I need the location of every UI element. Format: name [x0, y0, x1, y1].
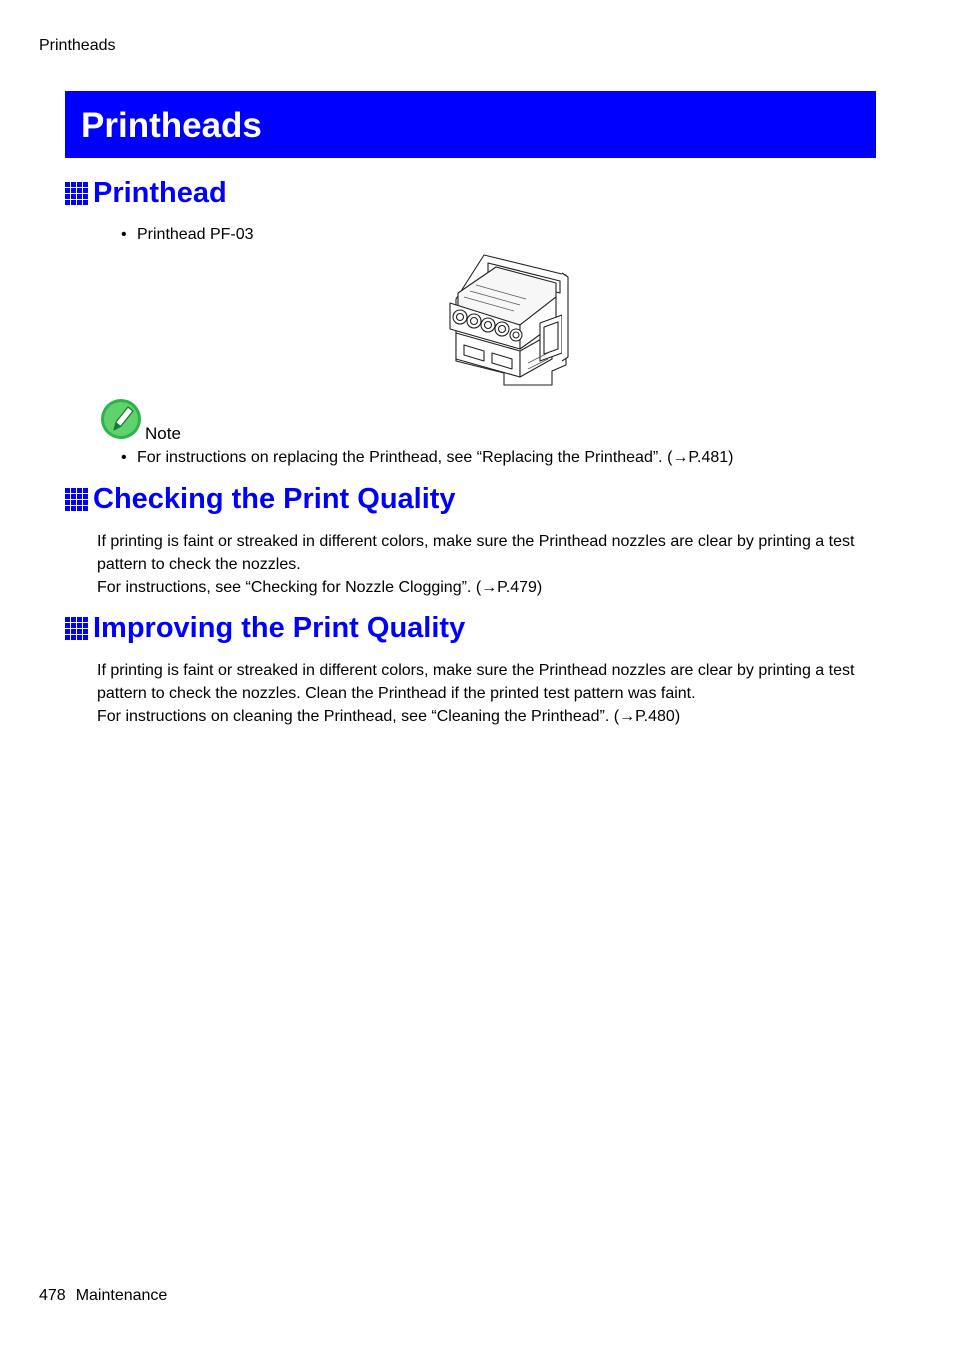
section-title: Checking the Print Quality — [93, 483, 456, 515]
footer-section: Maintenance — [75, 1287, 168, 1304]
paragraph-line: If printing is faint or streaked in different colors, make sure the Printhead nozzles are clear by printing a test — [97, 662, 855, 679]
page-number: 478 — [39, 1287, 66, 1304]
section-heading-checking-print-quality — [65, 483, 456, 516]
bullet-icon: • — [121, 449, 127, 466]
paragraph-line: pattern to check the nozzles. — [97, 556, 301, 573]
note-bullet-item — [121, 449, 733, 467]
section-title: Improving the Print Quality — [93, 612, 466, 644]
section-title: Printhead — [93, 177, 227, 209]
paragraph-line: If printing is faint or streaked in different colors, make sure the Printhead nozzles are clear by printing a test — [97, 533, 855, 550]
running-header: Printheads — [39, 37, 116, 54]
paragraph-line: For instructions on cleaning the Printhead, see “Cleaning the Printhead”. (→P.480) — [97, 708, 681, 725]
chapter-title-bar — [65, 91, 876, 158]
paragraph-improving — [97, 659, 872, 728]
chapter-title: Printheads — [81, 105, 262, 145]
grid-icon — [65, 488, 88, 511]
paragraph-line: For instructions, see “Checking for Nozzle Clogging”. (→P.479) — [97, 579, 543, 596]
bullet-text: Printhead PF-03 — [137, 226, 254, 243]
note-text: For instructions on replacing the Printhead, see “Replacing the Printhead”. (→P.481) — [137, 449, 734, 466]
section-heading-improving-print-quality — [65, 612, 465, 645]
section-heading-printhead — [65, 177, 227, 210]
grid-icon — [65, 617, 88, 640]
bullet-icon: • — [121, 226, 127, 243]
pencil-note-icon — [100, 398, 142, 440]
paragraph-line: pattern to check the nozzles. Clean the Printhead if the printed test pattern was faint. — [97, 685, 696, 702]
printhead-illustration — [444, 253, 570, 387]
bullet-item — [121, 226, 254, 244]
paragraph-checking — [97, 530, 872, 599]
page-footer — [39, 1287, 167, 1305]
grid-icon — [65, 182, 88, 205]
note-label: Note — [145, 424, 181, 443]
